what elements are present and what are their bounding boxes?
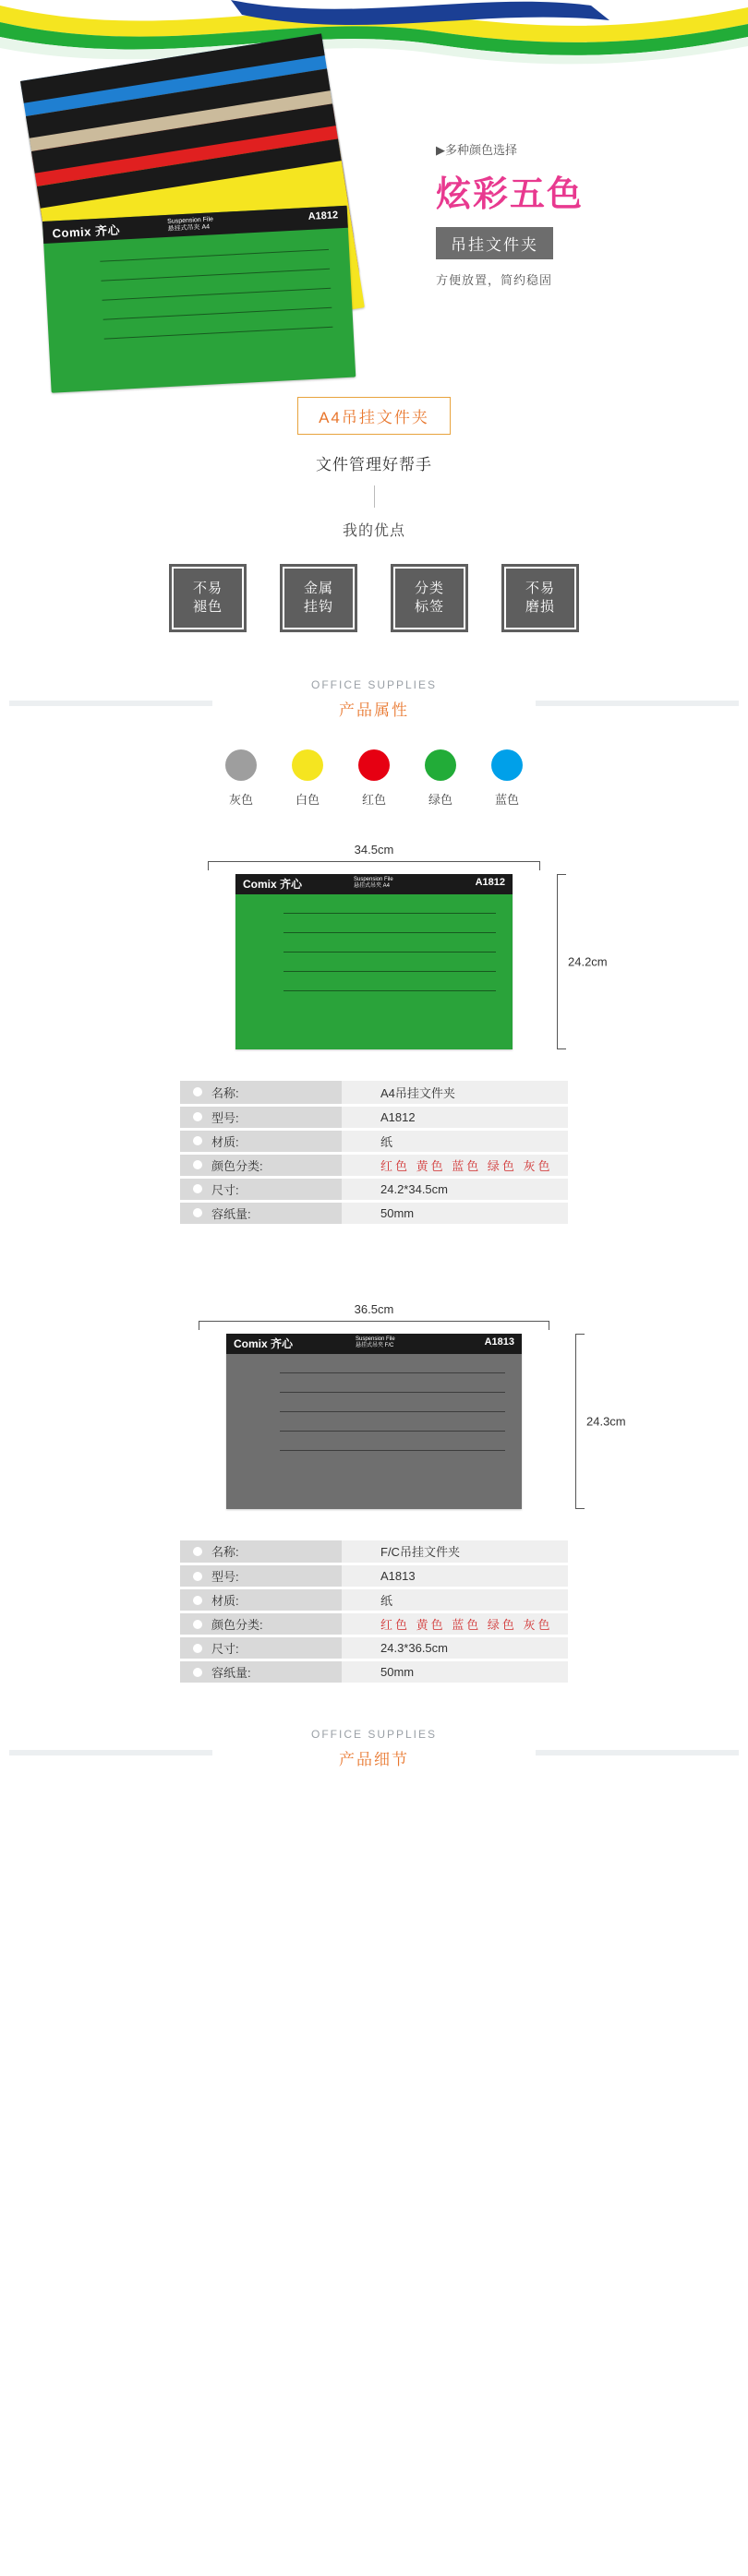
spec-key-label: 型号: xyxy=(211,1110,239,1125)
rule-left xyxy=(9,701,212,706)
a4-dimension-figure xyxy=(0,843,748,1049)
table-row xyxy=(180,1201,568,1225)
spec-key xyxy=(180,1588,342,1612)
advantage-label-1: 不易 褪色 xyxy=(192,581,223,615)
spec-key-label: 名称: xyxy=(211,1085,239,1100)
rule-right xyxy=(536,1750,739,1755)
table-row xyxy=(180,1612,568,1636)
brand-label: Comix 齐心 xyxy=(52,222,121,241)
spec-key xyxy=(180,1540,342,1564)
section-header-attributes xyxy=(0,678,748,720)
bullet-icon xyxy=(193,1668,202,1677)
table-row xyxy=(180,1564,568,1588)
spec-key-label: 材质: xyxy=(211,1594,239,1608)
spec-key xyxy=(180,1153,342,1177)
spec-key xyxy=(180,1564,342,1588)
color-option-blue[interactable] xyxy=(491,749,523,808)
color-label-white: 白色 xyxy=(295,793,320,807)
table-row xyxy=(180,1588,568,1612)
hero-badge: 吊挂文件夹 xyxy=(436,227,553,259)
fc-width-label: 36.5cm xyxy=(354,1301,394,1316)
section-header-details xyxy=(0,1728,748,1769)
advantage-item-2 xyxy=(280,564,357,632)
product-name-box: A4吊挂文件夹 xyxy=(297,397,451,435)
section-en-label: OFFICE SUPPLIES xyxy=(310,1728,438,1741)
hero-title: 炫彩五色 xyxy=(436,175,585,214)
advantage-label-4: 不易 磨损 xyxy=(525,581,555,615)
spec-value: 纸 xyxy=(342,1129,568,1153)
bullet-icon xyxy=(193,1620,202,1629)
spec-key xyxy=(180,1612,342,1636)
advantage-item-4 xyxy=(501,564,579,632)
spec-value: A1812 xyxy=(342,1105,568,1129)
fc-dimension-figure xyxy=(0,1302,748,1509)
spec-value: F/C吊挂文件夹 xyxy=(342,1540,568,1564)
folder-spec-line1: Suspension File xyxy=(167,216,214,225)
a4-product-image xyxy=(235,874,513,1049)
divider-line xyxy=(374,485,375,508)
a4-height-dimension xyxy=(544,874,609,1049)
a4-spec-line2: 悬挂式吊夹 A4 xyxy=(354,883,391,889)
rule-left xyxy=(9,1750,212,1755)
spec-key xyxy=(180,1636,342,1660)
spec-key xyxy=(180,1129,342,1153)
spec-key-label: 名称: xyxy=(211,1545,239,1560)
bullet-icon xyxy=(193,1112,202,1121)
bullet-icon xyxy=(193,1596,202,1605)
spec-key xyxy=(180,1081,342,1105)
a4-width-dimension xyxy=(208,843,540,874)
folder-green-front xyxy=(42,206,356,393)
fc-product-image xyxy=(226,1334,522,1509)
hero-eyebrow: ▶多种颜色选择 xyxy=(436,143,517,157)
color-option-gray[interactable] xyxy=(225,749,257,808)
color-swatch-list xyxy=(0,749,748,808)
a4-spec-line1: Suspension File xyxy=(354,877,393,882)
spec-key-label: 颜色分类: xyxy=(211,1618,263,1632)
hero-section xyxy=(0,66,748,371)
model-code-label: A1812 xyxy=(308,210,339,222)
fc-spec-table xyxy=(180,1540,568,1686)
color-dot-green xyxy=(425,749,456,781)
bullet-icon xyxy=(193,1087,202,1096)
table-row xyxy=(180,1540,568,1564)
table-row xyxy=(180,1177,568,1201)
color-label-red: 红色 xyxy=(361,793,386,807)
folder-spec-text xyxy=(167,216,214,234)
spec-value: 红色 黄色 蓝色 绿色 灰色 xyxy=(342,1612,568,1636)
color-label-green: 绿色 xyxy=(428,793,452,807)
bullet-icon xyxy=(193,1160,202,1169)
color-label-gray: 灰色 xyxy=(228,793,253,807)
spec-key xyxy=(180,1105,342,1129)
spec-value: 24.3*36.5cm xyxy=(342,1636,568,1660)
bullet-icon xyxy=(193,1547,202,1556)
fc-height-label: 24.3cm xyxy=(586,1414,626,1428)
hero-note: 方便放置，简约稳固 xyxy=(436,273,553,287)
table-row xyxy=(180,1153,568,1177)
bullet-icon xyxy=(193,1208,202,1217)
spec-key-label: 材质: xyxy=(211,1134,239,1149)
spec-value: 50mm xyxy=(342,1660,568,1684)
folder-ruled-lines xyxy=(100,249,333,358)
table-row xyxy=(180,1081,568,1105)
spec-value: 红色 黄色 蓝色 绿色 灰色 xyxy=(342,1153,568,1177)
hero-text-block xyxy=(436,140,713,288)
fc-brand-label: Comix 齐心 xyxy=(234,1336,294,1350)
advantage-label-2: 金属 挂钩 xyxy=(303,581,333,615)
color-option-white[interactable] xyxy=(292,749,323,808)
rule-right xyxy=(536,701,739,706)
section-cn-label: 产品细节 xyxy=(339,1751,409,1768)
spec-key-label: 尺寸: xyxy=(211,1182,239,1197)
table-row xyxy=(180,1636,568,1660)
color-dot-red xyxy=(358,749,390,781)
color-label-blue: 蓝色 xyxy=(494,793,519,807)
advantage-item-1 xyxy=(169,564,247,632)
bullet-icon xyxy=(193,1572,202,1581)
color-option-green[interactable] xyxy=(425,749,456,808)
color-dot-white xyxy=(292,749,323,781)
fc-spec-line2: 悬挂式吊夹 F/C xyxy=(356,1342,394,1348)
decorative-ribbon-banner xyxy=(0,0,748,66)
product-slogan: 文件管理好帮手 xyxy=(316,456,432,473)
fc-spec-text xyxy=(356,1336,395,1349)
spec-value: 24.2*34.5cm xyxy=(342,1177,568,1201)
fc-height-dimension xyxy=(562,1334,627,1509)
a4-model-code: A1812 xyxy=(475,877,505,888)
fc-spec-line1: Suspension File xyxy=(356,1336,395,1342)
spec-value: A1813 xyxy=(342,1564,568,1588)
color-dot-gray xyxy=(225,749,257,781)
folder-spec-line2: 悬挂式吊夹 A4 xyxy=(167,223,211,233)
bullet-icon xyxy=(193,1644,202,1653)
spec-value: A4吊挂文件夹 xyxy=(342,1081,568,1105)
spec-key xyxy=(180,1177,342,1201)
section-en-label: OFFICE SUPPLIES xyxy=(310,678,438,691)
fc-model-code: A1813 xyxy=(484,1336,514,1348)
spec-key-label: 尺寸: xyxy=(211,1642,239,1656)
bullet-icon xyxy=(193,1136,202,1145)
color-option-red[interactable] xyxy=(358,749,390,808)
fc-width-dimension xyxy=(199,1302,549,1334)
a4-width-label: 34.5cm xyxy=(354,843,394,857)
color-dot-blue xyxy=(491,749,523,781)
spec-key-label: 容纸量: xyxy=(211,1206,251,1221)
a4-ruled-lines xyxy=(284,913,496,1010)
spec-key xyxy=(180,1201,342,1225)
a4-height-label: 24.2cm xyxy=(568,954,608,969)
a4-brand-label: Comix 齐心 xyxy=(243,878,303,891)
table-row xyxy=(180,1660,568,1684)
table-row xyxy=(180,1129,568,1153)
spec-value: 50mm xyxy=(342,1201,568,1225)
a4-spec-table xyxy=(180,1081,568,1227)
a4-spec-text xyxy=(354,877,393,890)
spec-key-label: 型号: xyxy=(211,1570,239,1584)
product-name-section xyxy=(0,397,748,435)
spec-key-label: 颜色分类: xyxy=(211,1158,263,1173)
spec-value: 纸 xyxy=(342,1588,568,1612)
section-cn-label: 产品属性 xyxy=(339,701,409,719)
advantages-list xyxy=(0,564,748,632)
spec-key-label: 容纸量: xyxy=(211,1666,251,1680)
bullet-icon xyxy=(193,1184,202,1193)
spec-key xyxy=(180,1660,342,1684)
fc-ruled-lines xyxy=(280,1372,505,1469)
ribbon-graphic xyxy=(0,0,748,66)
folder-stack-image xyxy=(28,66,425,371)
table-row xyxy=(180,1105,568,1129)
advantage-item-3 xyxy=(391,564,468,632)
product-sub-slogan: 我的优点 xyxy=(342,523,405,539)
advantage-label-3: 分类 标签 xyxy=(414,581,444,615)
